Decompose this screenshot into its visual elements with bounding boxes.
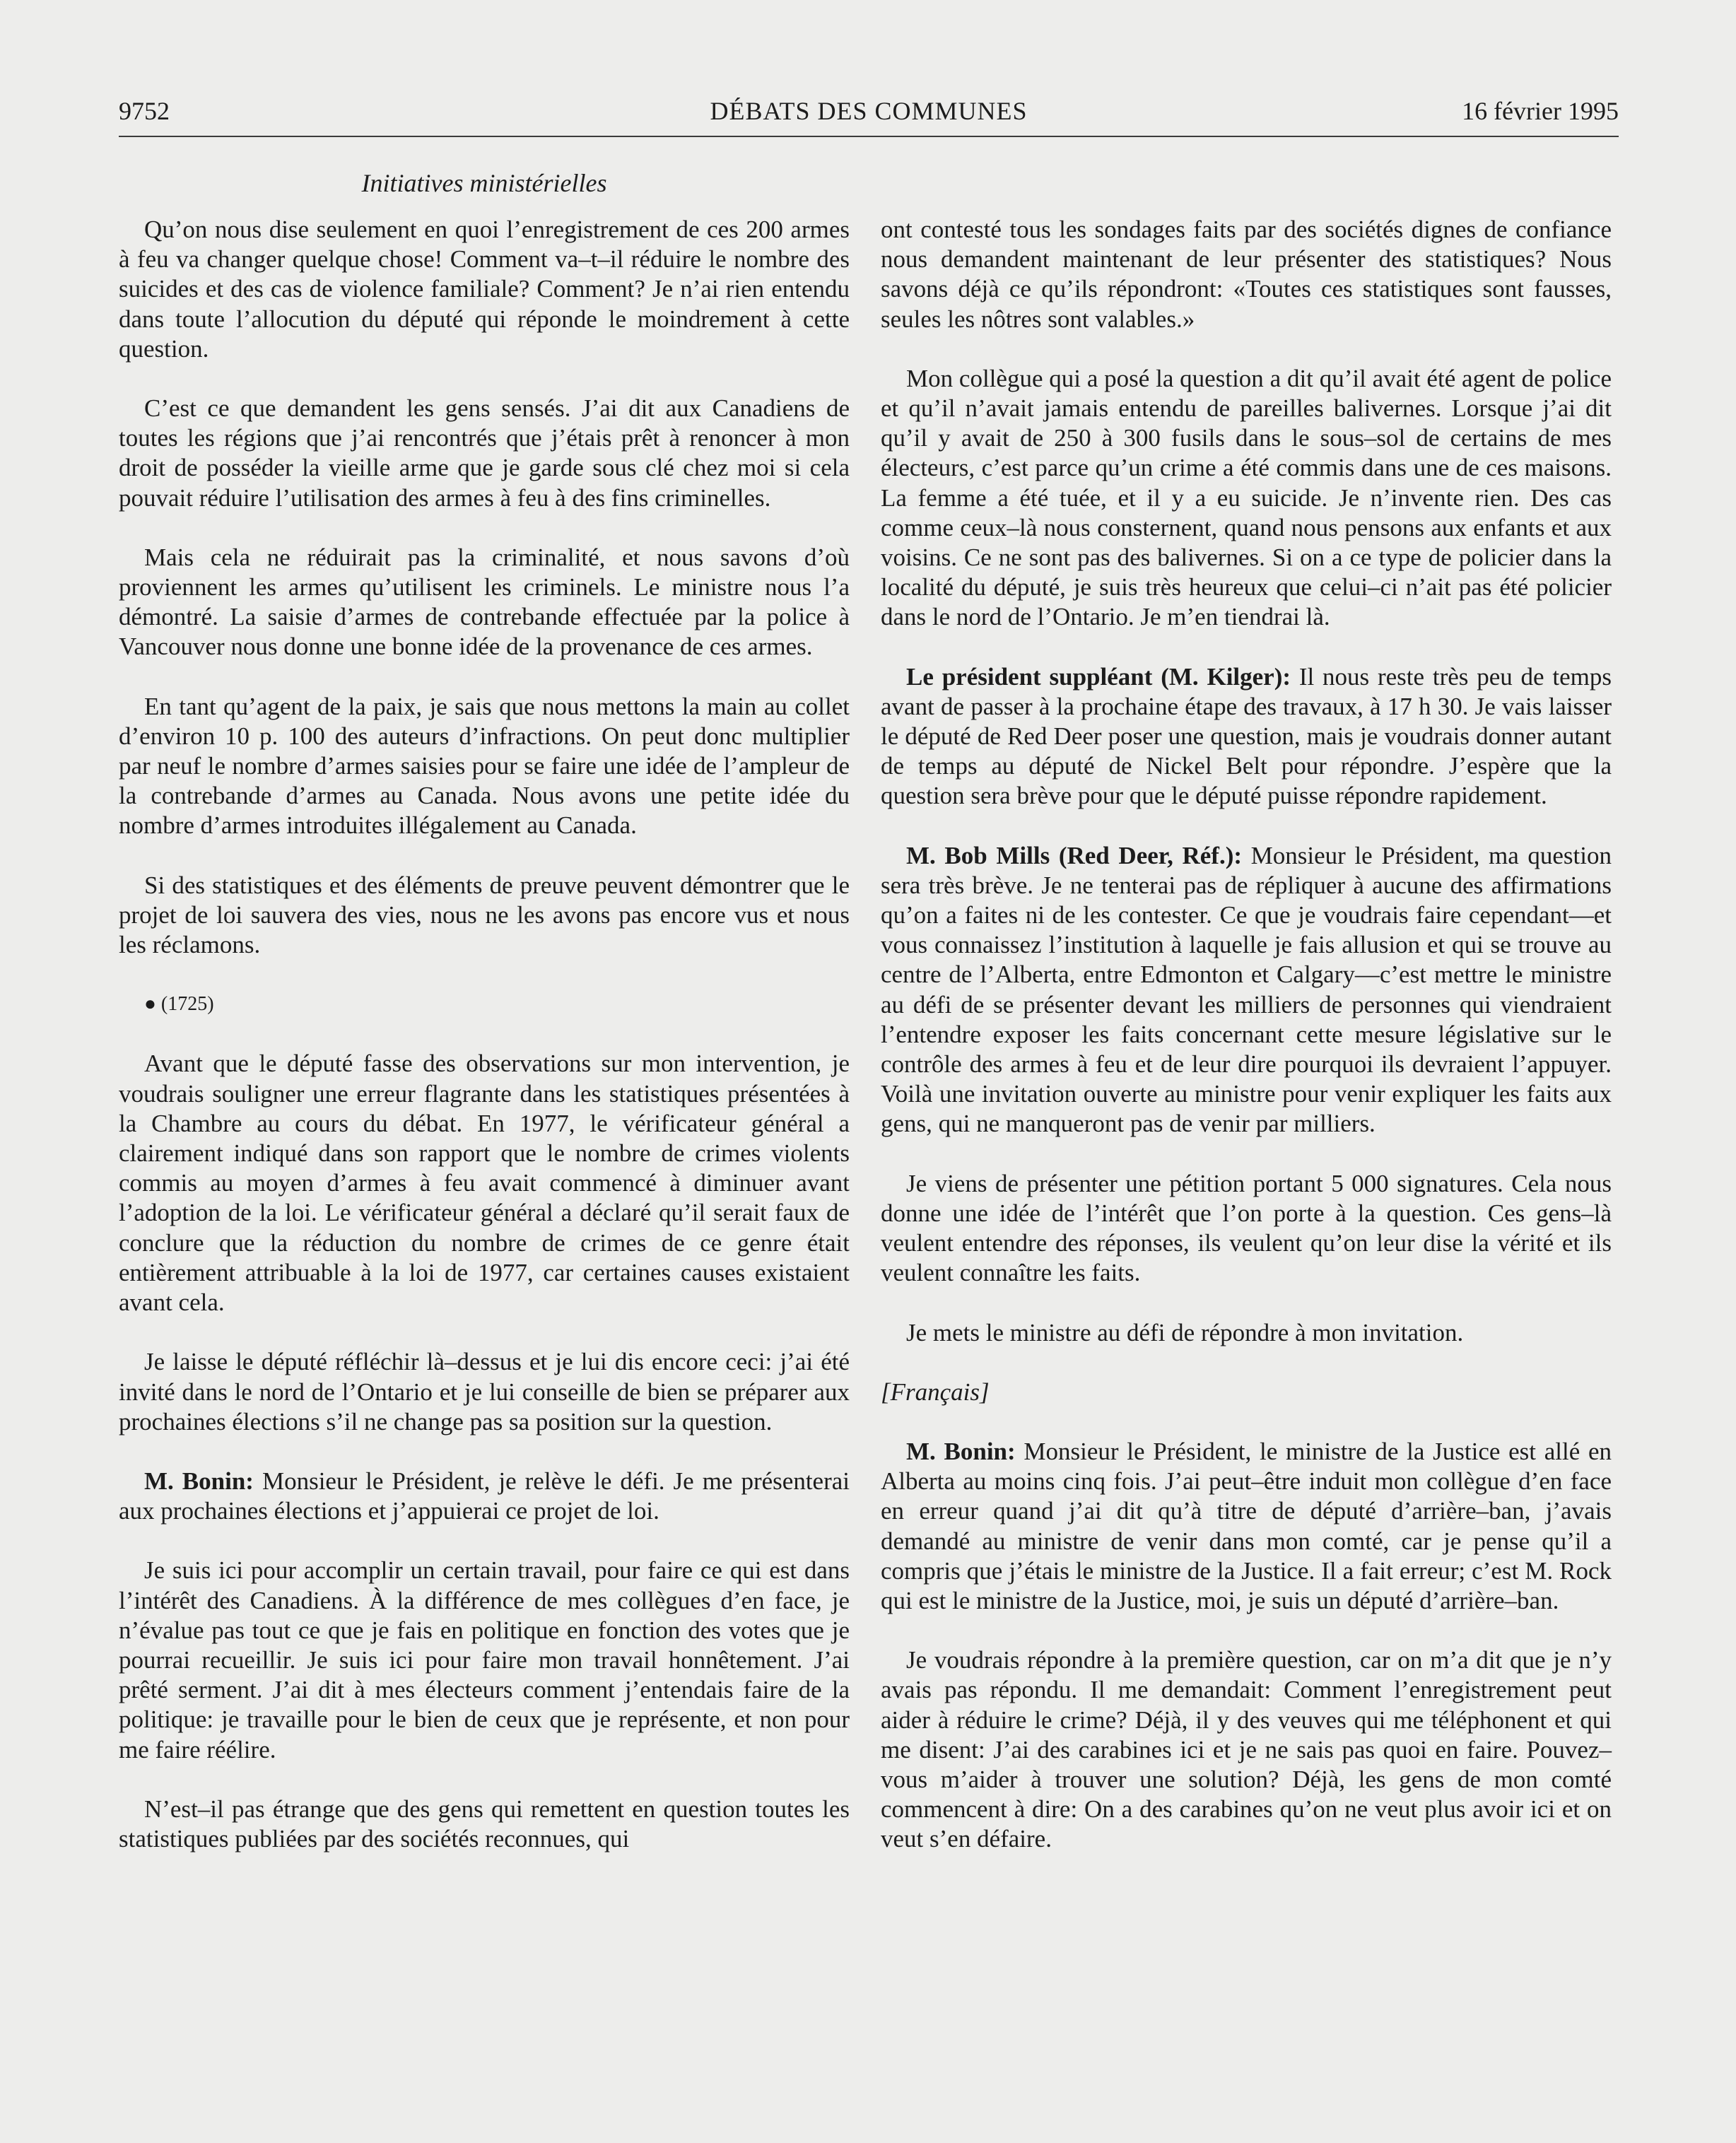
speech-paragraph bbox=[881, 841, 1612, 1139]
paragraph: Je laisse le député réfléchir là–dessus et je lui dis encore ceci: j’ai été invité dans le nord de l’Ontario et je lui conseille de bien se préparer aux prochaines élections s’il ne change pas sa position sur la question. bbox=[119, 1348, 850, 1435]
paragraph: Qu’on nous dise seulement en quoi l’enregistrement de ces 200 armes à feu va changer quelque chose! Comment va–t–il réduire le nombre des suicides et des cas de violence familiale? Comment? Je n’ai rien entendu dans toute l’allocution du député qui réponde le moindrement à cette question. bbox=[119, 216, 850, 363]
time-marker-text: (1725) bbox=[160, 993, 214, 1016]
speaker-name: Le président suppléant (M. Kilger): bbox=[906, 662, 1291, 691]
paragraph: C’est ce que demandent les gens sensés. J’ai dit aux Canadiens de toutes les régions que j’ai rencontrés que j’étais prêt à renoncer à mon droit de posséder la vieille arme que je garde sous clé chez moi si cela pouvait réduire l’utilisation des armes à feu à des fins criminelles. bbox=[119, 394, 850, 512]
publication-title: DÉBATS DES COMMUNES bbox=[710, 97, 1028, 125]
paragraph: Mon collègue qui a posé la question a dit qu’il avait été agent de police et qu’il n’avait jamais entendu de pareilles balivernes. Lorsque j’ai dit qu’il y avait de 250 à 300 fusils dans le sous–sol de certains de mes électeurs, c’est parce qu’un crime a été commis dans une de ces maisons. La femme a été tuée, et il y a eu suicide. Je n’invente rien. Des cas comme ceux–là nous consternent, quand nous pensons aux enfants et aux voisins. Ce ne sont pas des balivernes. Si on a ce type de policier dans la localité du député, je suis très heureux que celui–ci n’ait pas été policier dans le nord de l’Ontario. Je m’en tiendrai là. bbox=[881, 364, 1612, 631]
right-column bbox=[881, 215, 1612, 1884]
paragraph: Avant que le député fasse des observations sur mon intervention, je voudrais souligner une erreur flagrante dans les statistiques présentées à la Chambre au cours du débat. En 1977, le vérificateur général a clairement indiqué dans son rapport que le nombre de crimes violents commis au moyen d’armes à feu avait commencé à diminuer avant l’adoption de la loi. Le vérificateur général a déclaré qu’il serait faux de conclure que la réduction du nombre de crimes de ce genre était entièrement attribuable à la loi de 1977, car certaines causes existaient avant cela. bbox=[119, 1050, 850, 1317]
speech-text: Monsieur le Président, je relève le défi. Je me présenterai aux prochaines élections et j’appuierai ce projet de loi. bbox=[119, 1467, 850, 1525]
page-header bbox=[119, 92, 1619, 137]
bullet-icon: ● bbox=[144, 993, 156, 1016]
paragraph: N’est–il pas étrange que des gens qui remettent en question toutes les statistiques publiées par des sociétés reconnues, qui bbox=[119, 1795, 850, 1853]
speaker-name: M. Bonin: bbox=[144, 1467, 254, 1495]
speech-paragraph bbox=[119, 1467, 850, 1526]
paragraph: Je viens de présenter une pétition portant 5 000 signatures. Cela nous donne une idée de l’intérêt que l’on porte à la question. Ces gens–là veulent entendre des réponses, ils veulent qu’on leur dise la vérité et ils veulent connaître les faits. bbox=[881, 1169, 1612, 1287]
speaker-name: M. Bob Mills (Red Deer, Réf.): bbox=[906, 841, 1242, 869]
speech-text: Monsieur le Président, ma question sera très brève. Je ne tenterai pas de répliquer à aucune des affirmations qu’on a faites ni de les contester. Ce que je voudrais faire cependant—et vous connaissez l’institution à laquelle je fais allusion et qui se trouve au centre de l’Alberta, entre Edmonton et Calgary—c’est mettre le ministre au défi de se présenter devant les milliers de personnes qui viendraient l’entendre exposer les faits concernant cette mesure législative sur le contrôle des armes à feu et de leur dire pourquoi ils devraient l’appuyer. Voilà une invitation ouverte au ministre pour venir expliquer les faits aux gens, qui ne manqueront pas de venir par milliers. bbox=[881, 841, 1612, 1138]
publication-date: 16 février 1995 bbox=[1462, 97, 1619, 125]
section-title: Initiatives ministérielles bbox=[361, 169, 607, 197]
paragraph: Si des statistiques et des éléments de preuve peuvent démontrer que le projet de loi sauvera des vies, nous ne les avons pas encore vus et nous les réclamons. bbox=[119, 871, 850, 959]
time-marker bbox=[119, 990, 850, 1019]
paragraph: Je voudrais répondre à la première question, car on m’a dit que je n’y avais pas répondu. Il me demandait: Comment l’enregistrement peut aider à réduire le crime? Déjà, il y des veuves qui me téléphonent et qui me disent: J’ai des carabines ici et je ne sais pas quoi en faire. Pouvez–vous m’aider à trouver une solution? Déjà, les gens de mon comté commencent à dire: On a des carabines qu’on ne veut plus avoir ici et on veut s’en défaire. bbox=[881, 1646, 1612, 1853]
left-column bbox=[119, 215, 850, 1884]
paragraph: En tant qu’agent de la paix, je sais que nous mettons la main au collet d’environ 10 p. 100 des auteurs d’infractions. On peut donc multiplier par neuf le nombre d’armes saisies pour se faire une idée de l’ampleur de la contrebande d’armes au Canada. Nous avons une petite idée du nombre d’armes introduites illégalement au Canada. bbox=[119, 692, 850, 840]
speech-paragraph bbox=[881, 1437, 1612, 1616]
speech-paragraph bbox=[881, 662, 1612, 811]
language-marker: [Français] bbox=[881, 1378, 990, 1406]
paragraph: Mais cela ne réduirait pas la criminalité, et nous savons d’où proviennent les armes qu’utilisent les criminels. Le ministre nous l’a démontré. La saisie d’armes de contrebande effectuée par la police à Vancouver nous donne une bonne idée de la provenance de ces armes. bbox=[119, 543, 850, 661]
paragraph: Je mets le ministre au défi de répondre à mon invitation. bbox=[906, 1318, 1464, 1346]
paragraph-continued: ont contesté tous les sondages faits par des sociétés dignes de confiance nous demandent maintenant de leur présenter des statistiques? Nous savons déjà ce qu’ils répondront: «Toutes ces statistiques sont fausses, seules les nôtres sont valables.» bbox=[881, 216, 1612, 333]
speaker-name: M. Bonin: bbox=[906, 1437, 1016, 1465]
page-number: 9752 bbox=[119, 97, 170, 125]
speech-text: Il nous reste très peu de temps avant de passer à la prochaine étape des travaux, à 17 h 30. Je vais laisser le député de Red Deer poser une question, mais je voudrais donner autant de temps au député de Nickel Belt pour répondre. J’espère que la question sera brève pour que le député puisse répondre rapidement. bbox=[881, 662, 1612, 810]
paragraph: Je suis ici pour accomplir un certain travail, pour faire ce qui est dans l’intérêt des Canadiens. À la différence de mes collègues d’en face, je n’évalue pas tout ce que je fais en politique en fonction des votes que je pourrai recueillir. Je suis ici pour faire mon travail honnêtement. J’ai prêté serment. J’ai dit à mes électeurs comment j’entendais faire de la politique: je travaille pour le bien de ceux que je représente, et non pour me faire réélire. bbox=[119, 1556, 850, 1763]
speech-text: Monsieur le Président, le ministre de la Justice est allé en Alberta au moins cinq fois. J’ai peut–être induit mon collègue d’en face en erreur quand j’ai dit qu’à titre de député d’arrière–ban, j’avais demandé au ministre de venir dans mon comté, car je pense qu’il a compris que j’étais le ministre de la Justice. Il a fait erreur; c’est M. Rock qui est le ministre de la Justice, moi, je suis un député d’arrière–ban. bbox=[881, 1437, 1612, 1614]
